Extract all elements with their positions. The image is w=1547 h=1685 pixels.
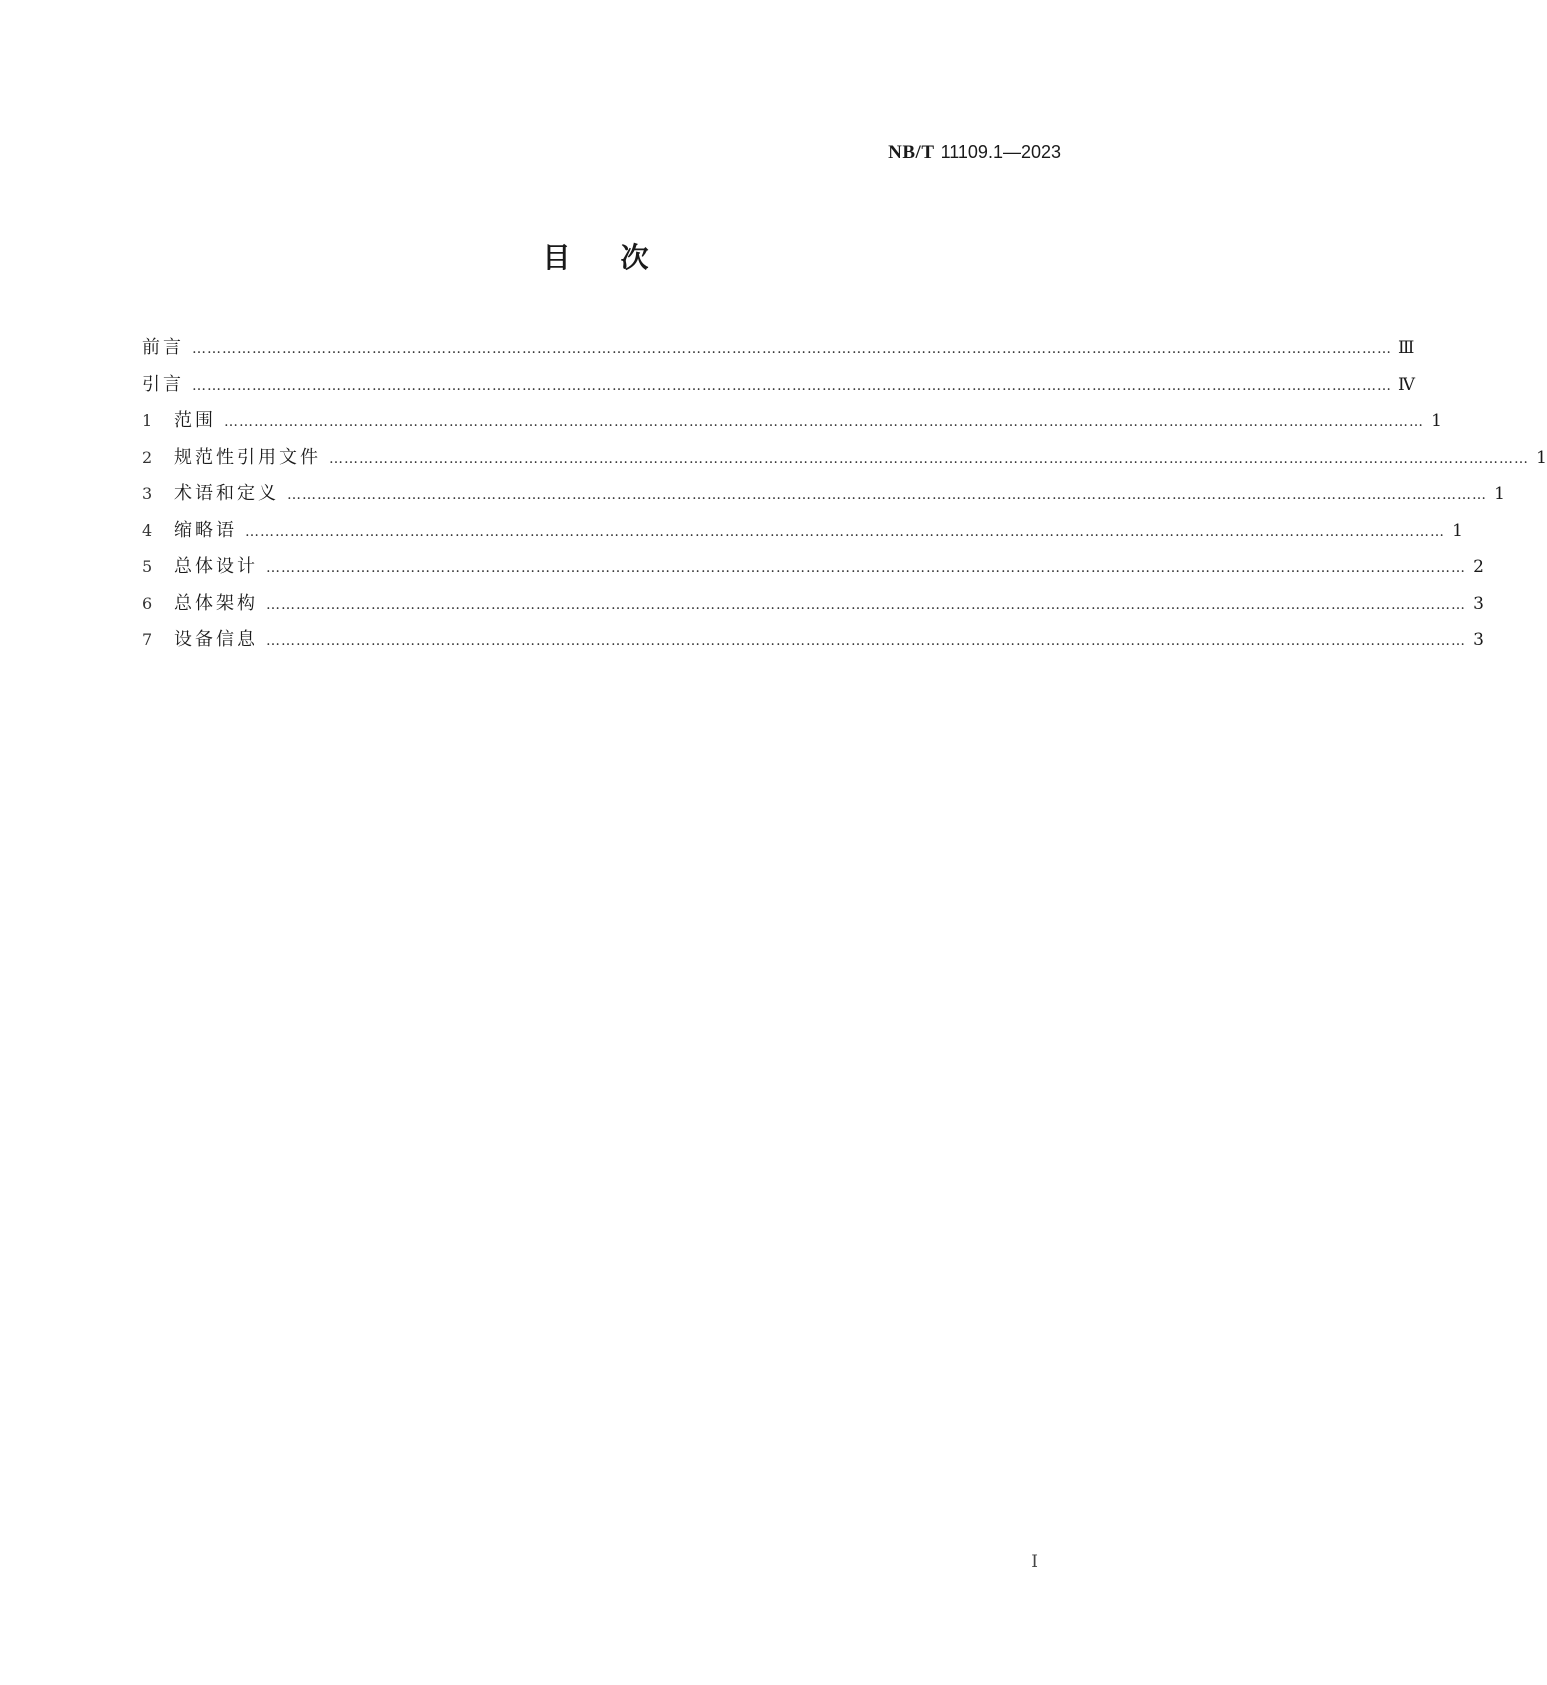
standard-prefix: NB/T [888,142,935,163]
toc-entry-normative-references[interactable] [142,446,1547,483]
toc-entry-number: 4 [142,520,153,540]
toc-entry-overall-architecture[interactable] [142,592,1484,629]
toc-entry-page: 3 [1473,630,1484,650]
toc-entry-label: 缩略语 [174,519,237,541]
toc-entry-label: 术语和定义 [174,483,279,504]
toc-entry-page: 1 [1494,484,1505,504]
toc-entry-scope[interactable] [142,409,1442,446]
toc-leader-dots: …………………………………………………………………………………………………………………………………………………………………………………………………………………… [329,450,1529,467]
toc-entry-number: 3 [142,484,153,503]
toc-entry-foreword[interactable] [142,336,1415,373]
toc-entry-page: 2 [1473,557,1484,577]
toc-entry-number: 6 [142,593,153,613]
toc-entry-number: 5 [142,557,153,576]
toc-entry-introduction[interactable] [142,373,1415,410]
toc-entry-terms-definitions[interactable] [142,482,1505,519]
toc-entry-page: 1 [1431,411,1442,431]
toc-entry-label: 前言 [142,337,184,358]
toc-entry-overall-design[interactable] [142,555,1484,592]
toc-entry-label: 规范性引用文件 [174,446,321,468]
toc-leader-dots: …………………………………………………………………………………………………………………………………………………………………………………………………………………… [224,414,1424,430]
toc-entry-page: 3 [1473,593,1484,614]
toc-title: 目次 [542,241,699,274]
toc-entry-label: 范围 [174,410,216,431]
toc-entry-number: 2 [142,447,153,467]
toc-entry-page: Ⅳ [1398,374,1415,395]
toc-entry-device-information[interactable] [142,628,1484,665]
toc-leader-dots: …………………………………………………………………………………………………………………………………………………………………………………………………………………… [287,487,1487,503]
standard-number: 11109.1—2023 [940,142,1061,162]
toc-leader-dots: …………………………………………………………………………………………………………………………………………………………………………………………………………………… [266,596,1466,613]
toc-entry-label: 引言 [142,373,184,395]
toc-leader-dots: …………………………………………………………………………………………………………………………………………………………………………………………………………………… [245,523,1445,540]
toc-entry-abbreviations[interactable] [142,519,1463,556]
toc-leader-dots: …………………………………………………………………………………………………………………………………………………………………………………………………………………… [266,560,1466,576]
toc-entry-page: 1 [1536,447,1547,468]
toc-leader-dots: …………………………………………………………………………………………………………………………………………………………………………………………………………………… [266,633,1466,649]
toc-entry-page: Ⅲ [1398,338,1415,358]
toc-entry-label: 设备信息 [174,629,258,650]
toc-entry-label: 总体设计 [174,556,258,577]
toc-entry-page: 1 [1452,520,1463,541]
toc-entry-number: 1 [142,411,153,430]
toc-leader-dots: …………………………………………………………………………………………………………………………………………………………………………………………………………………… [192,341,1392,357]
standard-code [888,140,1061,165]
table-of-contents [142,336,1547,665]
page-number: I [1031,1552,1038,1572]
toc-entry-number: 7 [142,630,153,649]
toc-entry-label: 总体架构 [174,592,258,614]
toc-leader-dots: …………………………………………………………………………………………………………………………………………………………………………………………………………………… [192,377,1392,394]
